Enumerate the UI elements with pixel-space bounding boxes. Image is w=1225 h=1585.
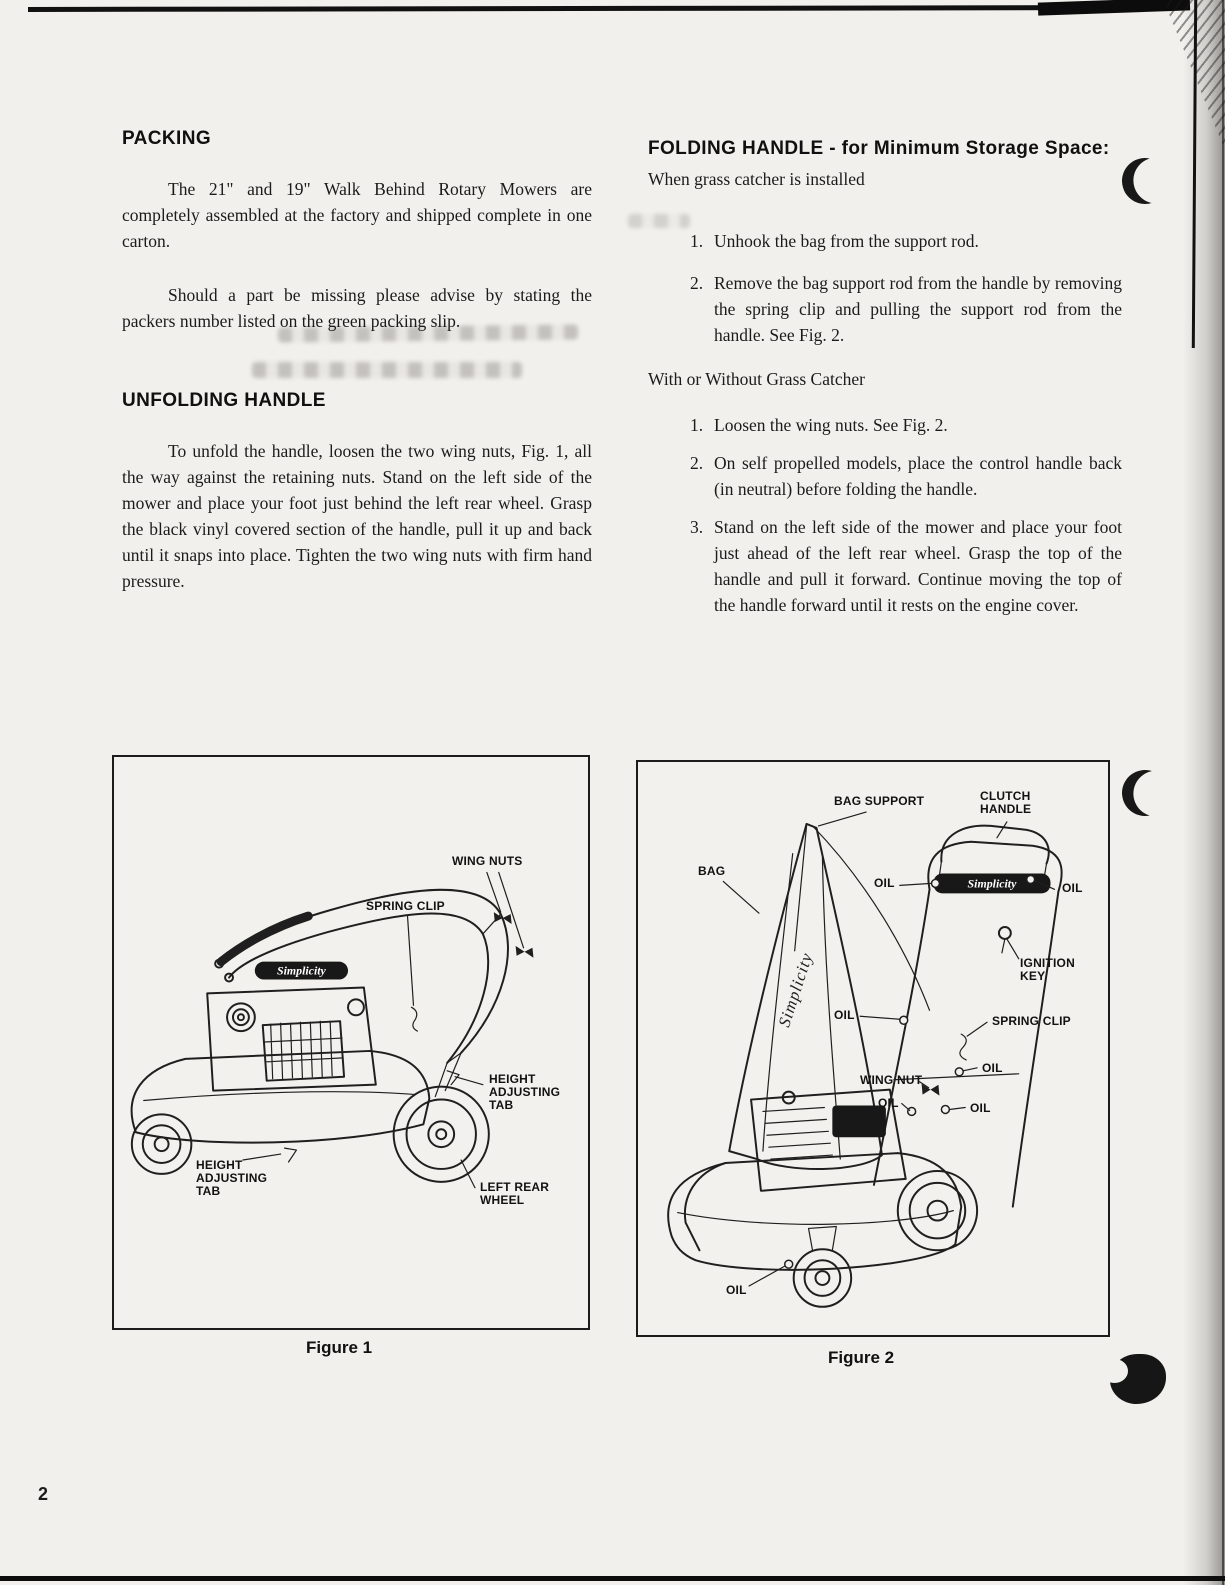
folding-subheading-grass-catcher: When grass catcher is installed	[648, 169, 865, 189]
list-number: 2.	[690, 453, 704, 473]
packing-paragraph-2: Should a part be missing please advise by stating the packers number listed on the green packing slip.	[122, 285, 592, 331]
list-number: 3.	[690, 517, 704, 537]
fig2-label-oil-1: OIL	[874, 876, 895, 890]
fig1-label-left-rear-wheel: LEFT REAR WHEEL	[480, 1180, 550, 1207]
fig2-label-oil-2: OIL	[1062, 881, 1083, 895]
fig2-label-oil-7: OIL	[726, 1283, 747, 1297]
front-wheel	[794, 1226, 852, 1306]
right-column	[648, 138, 1122, 618]
figure-1-frame	[112, 755, 590, 1330]
spring-clip	[960, 1034, 966, 1060]
folding-handle-heading: FOLDING HANDLE - for Minimum Storage Space:	[648, 138, 1110, 159]
fig2-label-oil-6: OIL	[970, 1101, 991, 1115]
page-number: 2	[38, 1484, 49, 1504]
list-item	[648, 450, 1122, 502]
fig2-handle-nameplate: Simplicity	[967, 876, 1017, 891]
list-text: Stand on the left side of the mower and place your foot just ahead of the left rear wheel. Grasp the top of the handle and pull it forward. Continue moving the top of the handle forward until it rests on the engine cover.	[714, 517, 1122, 615]
list-item	[648, 228, 1122, 254]
scan-artifact-punch-crescent-2	[1118, 766, 1173, 821]
rear-wheel	[898, 1171, 977, 1250]
list-number: 2.	[690, 273, 704, 293]
folded-handle	[215, 890, 508, 1097]
list-number: 1.	[690, 415, 704, 435]
fig2-label-wing-nut: WING NUT	[860, 1073, 923, 1087]
fig2-label-bag: BAG	[698, 864, 726, 878]
mower-deck	[132, 1051, 430, 1143]
unfolding-handle-heading: UNFOLDING HANDLE	[122, 390, 326, 411]
fig1-engine-nameplate: Simplicity	[277, 963, 326, 978]
fig2-label-clutch-handle: CLUTCH HANDLE	[980, 789, 1032, 816]
scan-artifact-edge-line-full	[1222, 0, 1224, 1585]
scan-artifact-punch-blob	[1110, 1354, 1166, 1404]
ignition-key	[999, 927, 1011, 953]
list-text: Unhook the bag from the support rod.	[714, 231, 979, 251]
fig2-label-ignition-key: IGNITION KEY	[1020, 956, 1075, 983]
scan-artifact-punch-crescent-1	[1116, 152, 1174, 210]
mower-deck	[668, 1153, 961, 1270]
figure-2-frame	[636, 760, 1110, 1337]
front-wheel	[132, 1114, 191, 1173]
fig1-label-height-adjusting-tab-rear: HEIGHT ADJUSTING TAB	[489, 1072, 561, 1112]
list-item	[648, 514, 1122, 618]
figure1-caption: Figure 1	[306, 1338, 373, 1357]
fig2-label-oil-4: OIL	[982, 1061, 1003, 1075]
fig2-bag-brand: Simplicity	[774, 950, 817, 1030]
left-rear-wheel	[394, 1087, 489, 1182]
left-column	[122, 128, 592, 594]
fig2-label-spring-clip: SPRING CLIP	[992, 1014, 1071, 1028]
scan-artifact-top-bar	[28, 5, 1146, 12]
packing-paragraph-1: The 21" and 19" Walk Behind Rotary Mowers are completely assembled at the factory and shipped complete in one carton.	[122, 179, 592, 251]
folding-subheading-with-without: With or Without Grass Catcher	[648, 369, 865, 389]
scan-artifact-bottom-bar	[0, 1576, 1225, 1581]
fig2-label-oil-5: OIL	[878, 1096, 899, 1110]
spring-clip	[411, 1007, 417, 1031]
fig1-label-spring-clip: SPRING CLIP	[366, 899, 445, 913]
figure1-mower-side-drawing	[114, 757, 588, 1328]
list-item	[648, 412, 1122, 438]
packing-heading: PACKING	[122, 128, 212, 149]
vinyl-grip	[221, 916, 308, 962]
unfolding-handle-paragraph: To unfold the handle, loosen the two wing nuts, Fig. 1, all the way against the retaining nuts. Stand on the left side of the mower and place your foot just behind the left rear wheel. Grasp the black vinyl covered section of the handle, pull it up and back until it snaps into place. Tighten the two wing nuts with firm hand pressure.	[122, 441, 592, 591]
list-text: On self propelled models, place the control handle back (in neutral) before folding the handle.	[714, 453, 1122, 499]
list-text: Loosen the wing nuts. See Fig. 2.	[714, 415, 948, 435]
figure2-mower-bag-drawing	[638, 762, 1108, 1335]
fig2-label-bag-support: BAG SUPPORT	[834, 794, 925, 808]
list-number: 1.	[690, 231, 704, 251]
list-item	[648, 270, 1122, 348]
list-text: Remove the bag support rod from the handle by removing the spring clip and pulling the support rod from the handle. See Fig. 2.	[714, 273, 1122, 345]
fig2-label-oil-3: OIL	[834, 1008, 855, 1022]
bag-support-rod	[813, 826, 930, 1010]
figure2-caption: Figure 2	[828, 1348, 895, 1367]
scan-artifact-edge-shadow	[1183, 0, 1225, 1585]
fig1-label-height-adjusting-tab-front: HEIGHT ADJUSTING TAB	[196, 1158, 268, 1198]
fig1-label-wing-nuts: WING NUTS	[452, 854, 523, 868]
height-adjusting-tab-front	[285, 1148, 297, 1162]
